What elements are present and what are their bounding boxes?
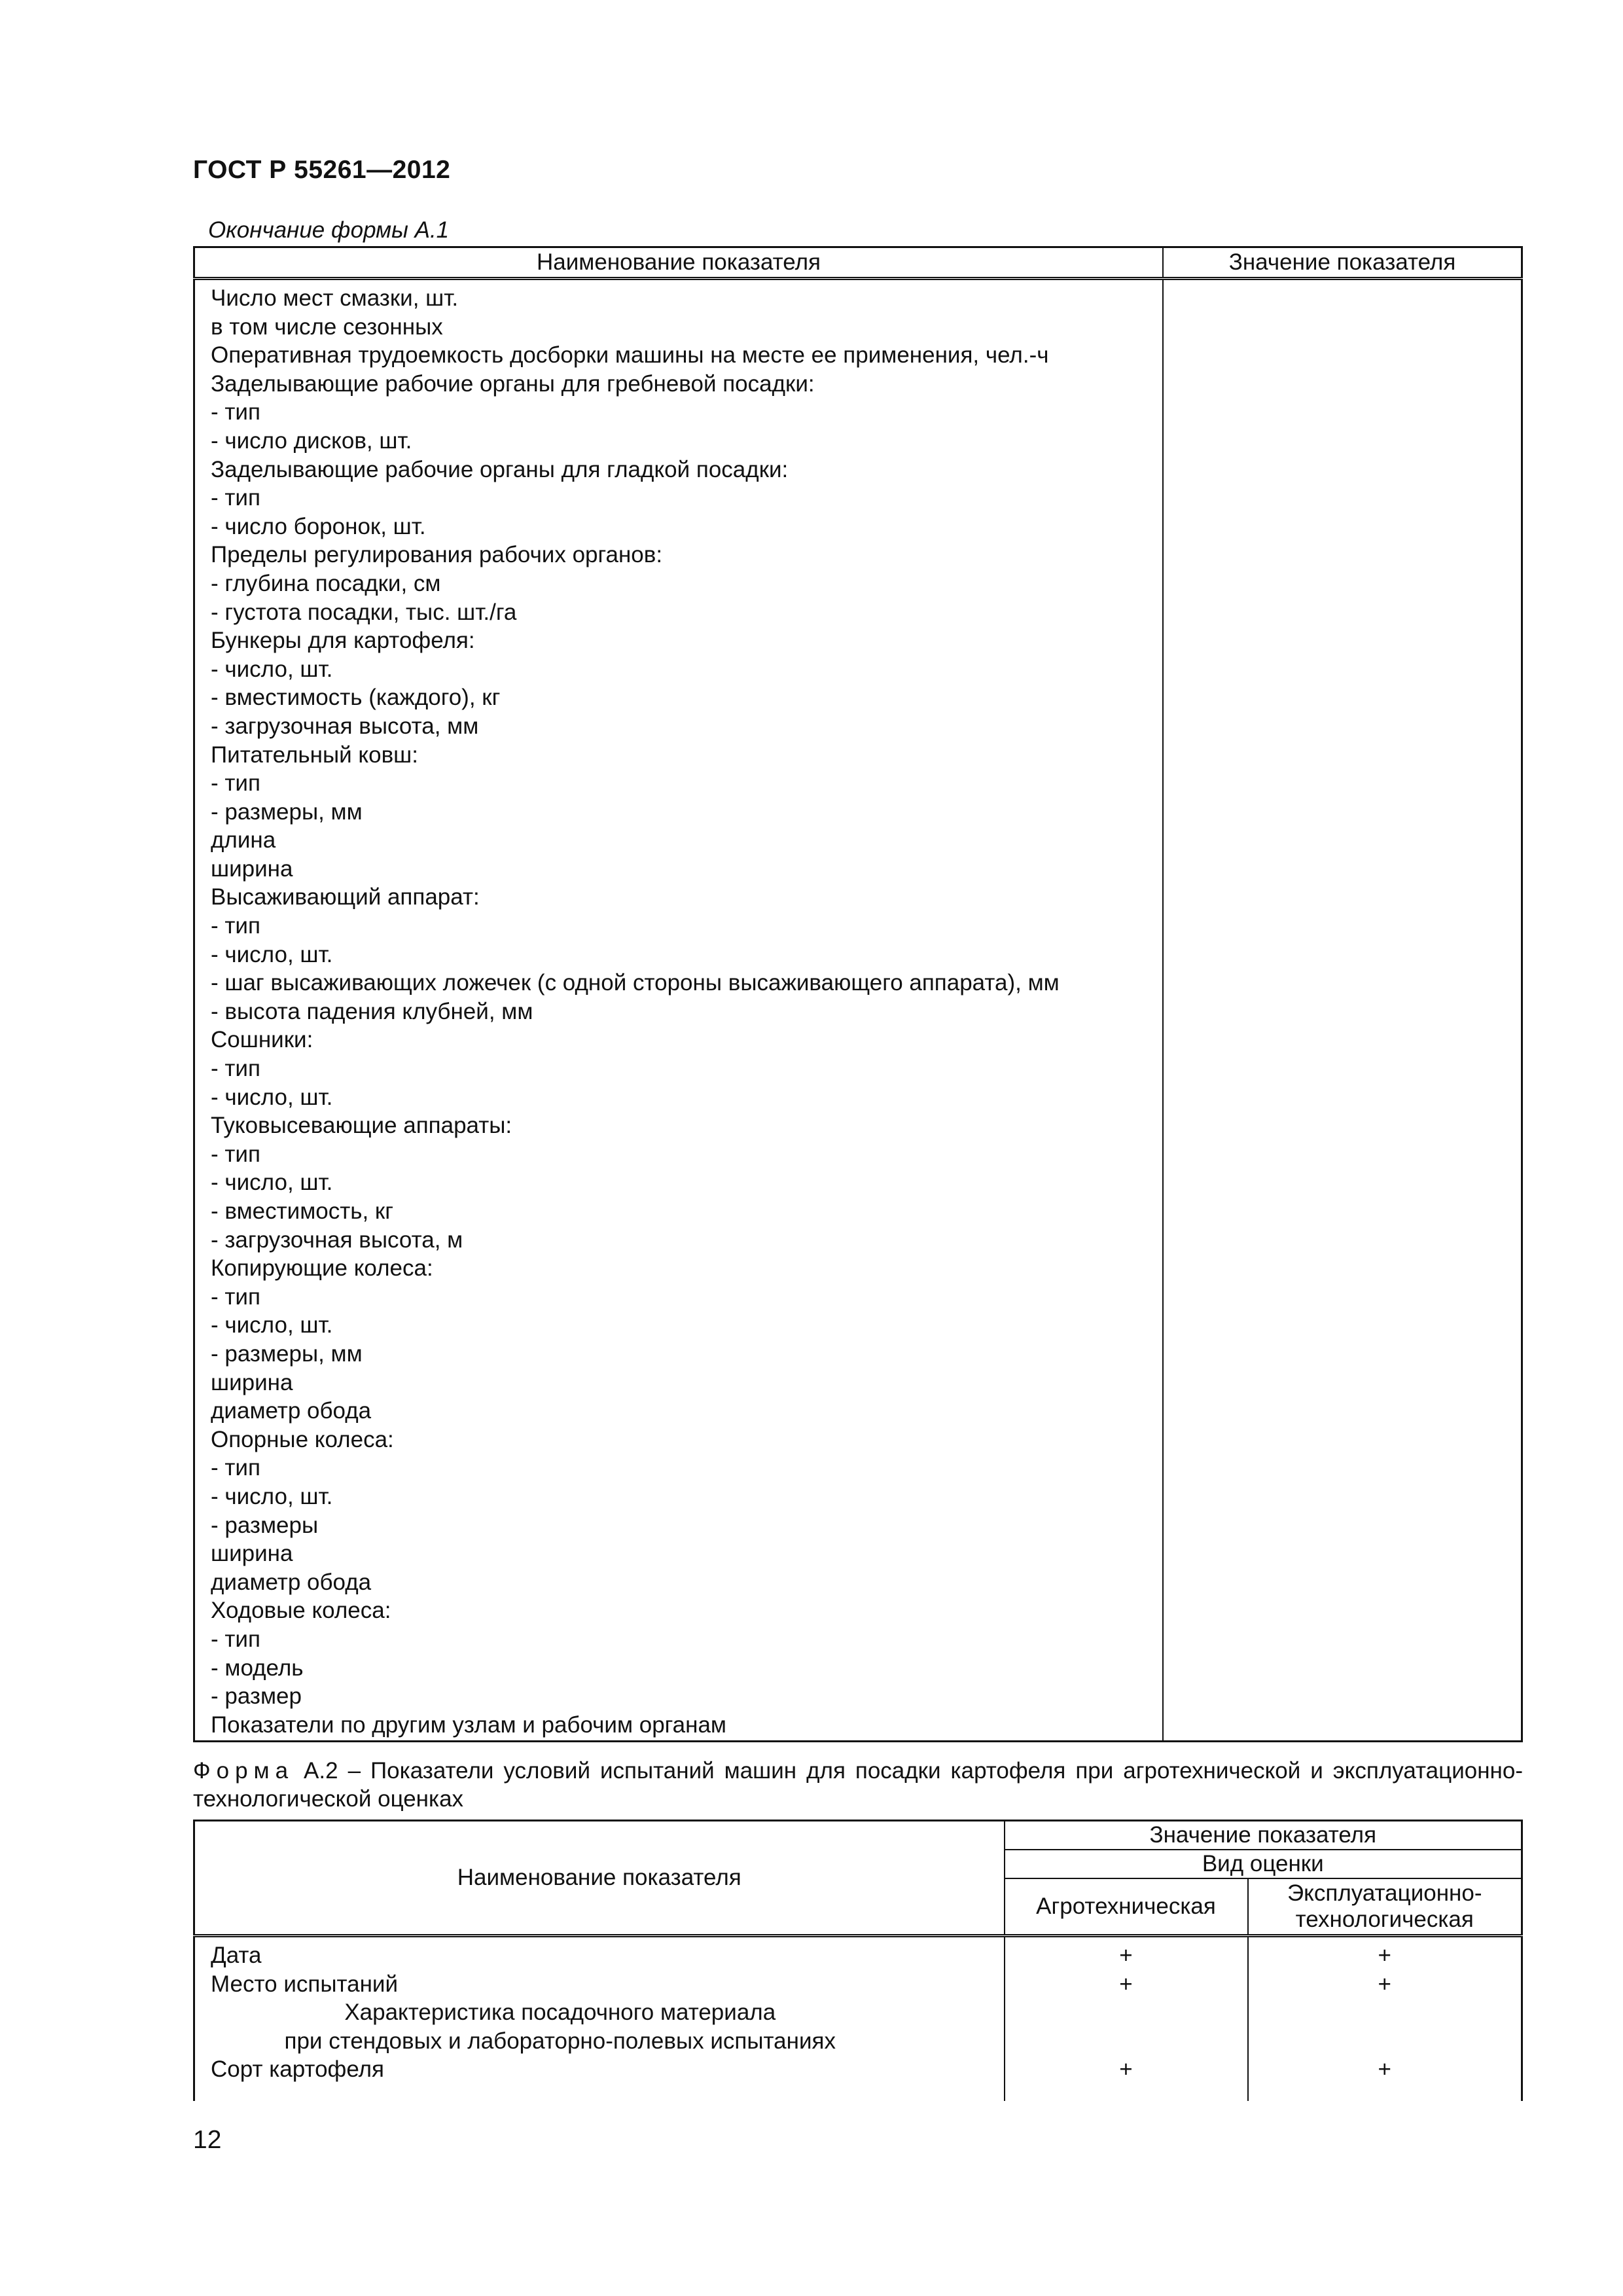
table-row [194, 1970, 1522, 1999]
column-header-name: Наименование показателя [194, 1821, 1005, 1936]
table-row [194, 1936, 1522, 1970]
indicator-line: - число дисков, шт. [211, 427, 412, 454]
indicator-line: ширина [211, 855, 293, 882]
table-header-row [194, 1821, 1522, 1850]
form-a1-caption: Окончание формы А.1 [208, 217, 450, 243]
indicator-line: - число, шт. [211, 656, 333, 682]
expl-mark: + [1248, 1936, 1522, 1970]
indicator-line: - тип [211, 1056, 260, 1082]
agro-mark: + [1005, 1936, 1248, 1970]
form-label: Форма [193, 1758, 294, 1784]
page-number: 12 [193, 2126, 222, 2154]
indicator-line: Ходовые колеса: [211, 1598, 391, 1624]
indicator-line: - высота падения клубней, мм [211, 998, 533, 1024]
column-header-assessment-group: Вид оценки [1005, 1850, 1522, 1878]
indicator-line: - размеры [211, 1512, 319, 1538]
agro-mark: + [1005, 1970, 1248, 1999]
indicator-line: Оперативная трудоемкость досборки машины на месте ее применения, чел.-ч [211, 342, 1049, 368]
indicator-line: - густота посадки, тыс. шт./га [211, 599, 517, 625]
indicator-line: диаметр обода [211, 1398, 372, 1424]
indicator-line: Заделывающие рабочие органы для гладкой посадки: [211, 456, 789, 482]
indicator-line: - число, шт. [211, 1170, 333, 1196]
column-header-expl: Эксплуатационно-технологическая [1248, 1878, 1522, 1936]
table-row [194, 2055, 1522, 2101]
column-header-value-group: Значение показателя [1005, 1821, 1522, 1850]
indicator-line: - глубина посадки, см [211, 570, 441, 596]
form-a2-title: А.2 – Показатели условий испытаний машин для посадки картофеля при агротехнической и эксплуатационно-технологической оценках [193, 1758, 1523, 1812]
indicator-line: - размер [211, 1683, 302, 1710]
indicator-line: - модель [211, 1655, 304, 1681]
indicator-line: Пределы регулирования рабочих органов: [211, 542, 663, 568]
indicator-line: - загрузочная высота, мм [211, 713, 479, 739]
row-label: Сорт картофеля [194, 2055, 1005, 2101]
table-row [194, 2027, 1522, 2056]
indicator-line: Туковысевающие аппараты: [211, 1113, 512, 1139]
expl-mark: + [1248, 1970, 1522, 1999]
indicator-line: - шаг высаживающих ложечек (с одной стороны высаживающего аппарата), мм [211, 970, 1060, 996]
indicator-line: Сошники: [211, 1027, 313, 1053]
indicator-line: Заделывающие рабочие органы для гребневой посадки: [211, 370, 815, 397]
indicator-line: Питательный ковш: [211, 742, 418, 768]
indicator-line: - вместимость (каждого), кг [211, 685, 501, 711]
form-a1-table [193, 246, 1523, 1742]
indicator-line: в том числе сезонных [211, 314, 443, 340]
indicator-line: - тип [211, 1283, 260, 1310]
indicator-line: - число, шт. [211, 1084, 333, 1110]
indicator-line: ширина [211, 1369, 293, 1395]
table-row [194, 1998, 1522, 2027]
indicator-line: - тип [211, 770, 260, 797]
row-label: Место испытаний [194, 1970, 1005, 1999]
indicator-line: Показатели по другим узлам и рабочим органам [211, 1712, 726, 1738]
indicator-line: - тип [211, 1141, 260, 1167]
indicator-line: длина [211, 827, 276, 853]
indicator-line: - тип [211, 485, 260, 511]
indicator-line: - тип [211, 1455, 260, 1481]
column-header-name: Наименование показателя [194, 247, 1164, 279]
indicator-line: - тип [211, 913, 260, 939]
form-a2-caption [193, 1757, 1523, 1813]
indicator-line: Копирующие колеса: [211, 1255, 433, 1282]
document-code: ГОСТ Р 55261—2012 [193, 156, 451, 184]
indicator-line: Опорные колеса: [211, 1426, 394, 1452]
indicator-line: - число, шт. [211, 1483, 333, 1509]
column-header-agro: Агротехническая [1005, 1878, 1248, 1936]
indicator-line: - число, шт. [211, 1312, 333, 1338]
table-header-row [194, 247, 1522, 279]
indicator-line: - тип [211, 1626, 260, 1652]
indicator-line: Число мест смазки, шт. [211, 285, 459, 311]
indicator-line: - размеры, мм [211, 1340, 363, 1367]
indicator-line: - размеры, мм [211, 798, 363, 825]
indicator-line: - вместимость, кг [211, 1198, 394, 1224]
table-body-row [194, 279, 1522, 1742]
indicator-line: Высаживающий аппарат: [211, 884, 480, 910]
section-heading: при стендовых и лабораторно-полевых испытаниях [194, 2027, 1005, 2056]
indicator-line: - число, шт. [211, 941, 333, 967]
indicator-line: - тип [211, 399, 260, 425]
expl-mark: + [1248, 2055, 1522, 2101]
indicator-line: ширина [211, 1541, 293, 1567]
indicator-line: - загрузочная высота, м [211, 1227, 463, 1253]
agro-mark: + [1005, 2055, 1248, 2101]
value-cell [1163, 279, 1522, 1742]
section-heading: Характеристика посадочного материала [194, 1998, 1005, 2027]
indicator-line: - число боронок, шт. [211, 513, 426, 539]
indicator-line: диаметр обода [211, 1569, 372, 1595]
indicator-list-cell [194, 279, 1164, 1742]
column-header-value: Значение показателя [1163, 247, 1522, 279]
row-label: Дата [194, 1936, 1005, 1970]
indicator-line: Бункеры для картофеля: [211, 628, 475, 654]
form-a2-table [193, 1820, 1523, 2101]
